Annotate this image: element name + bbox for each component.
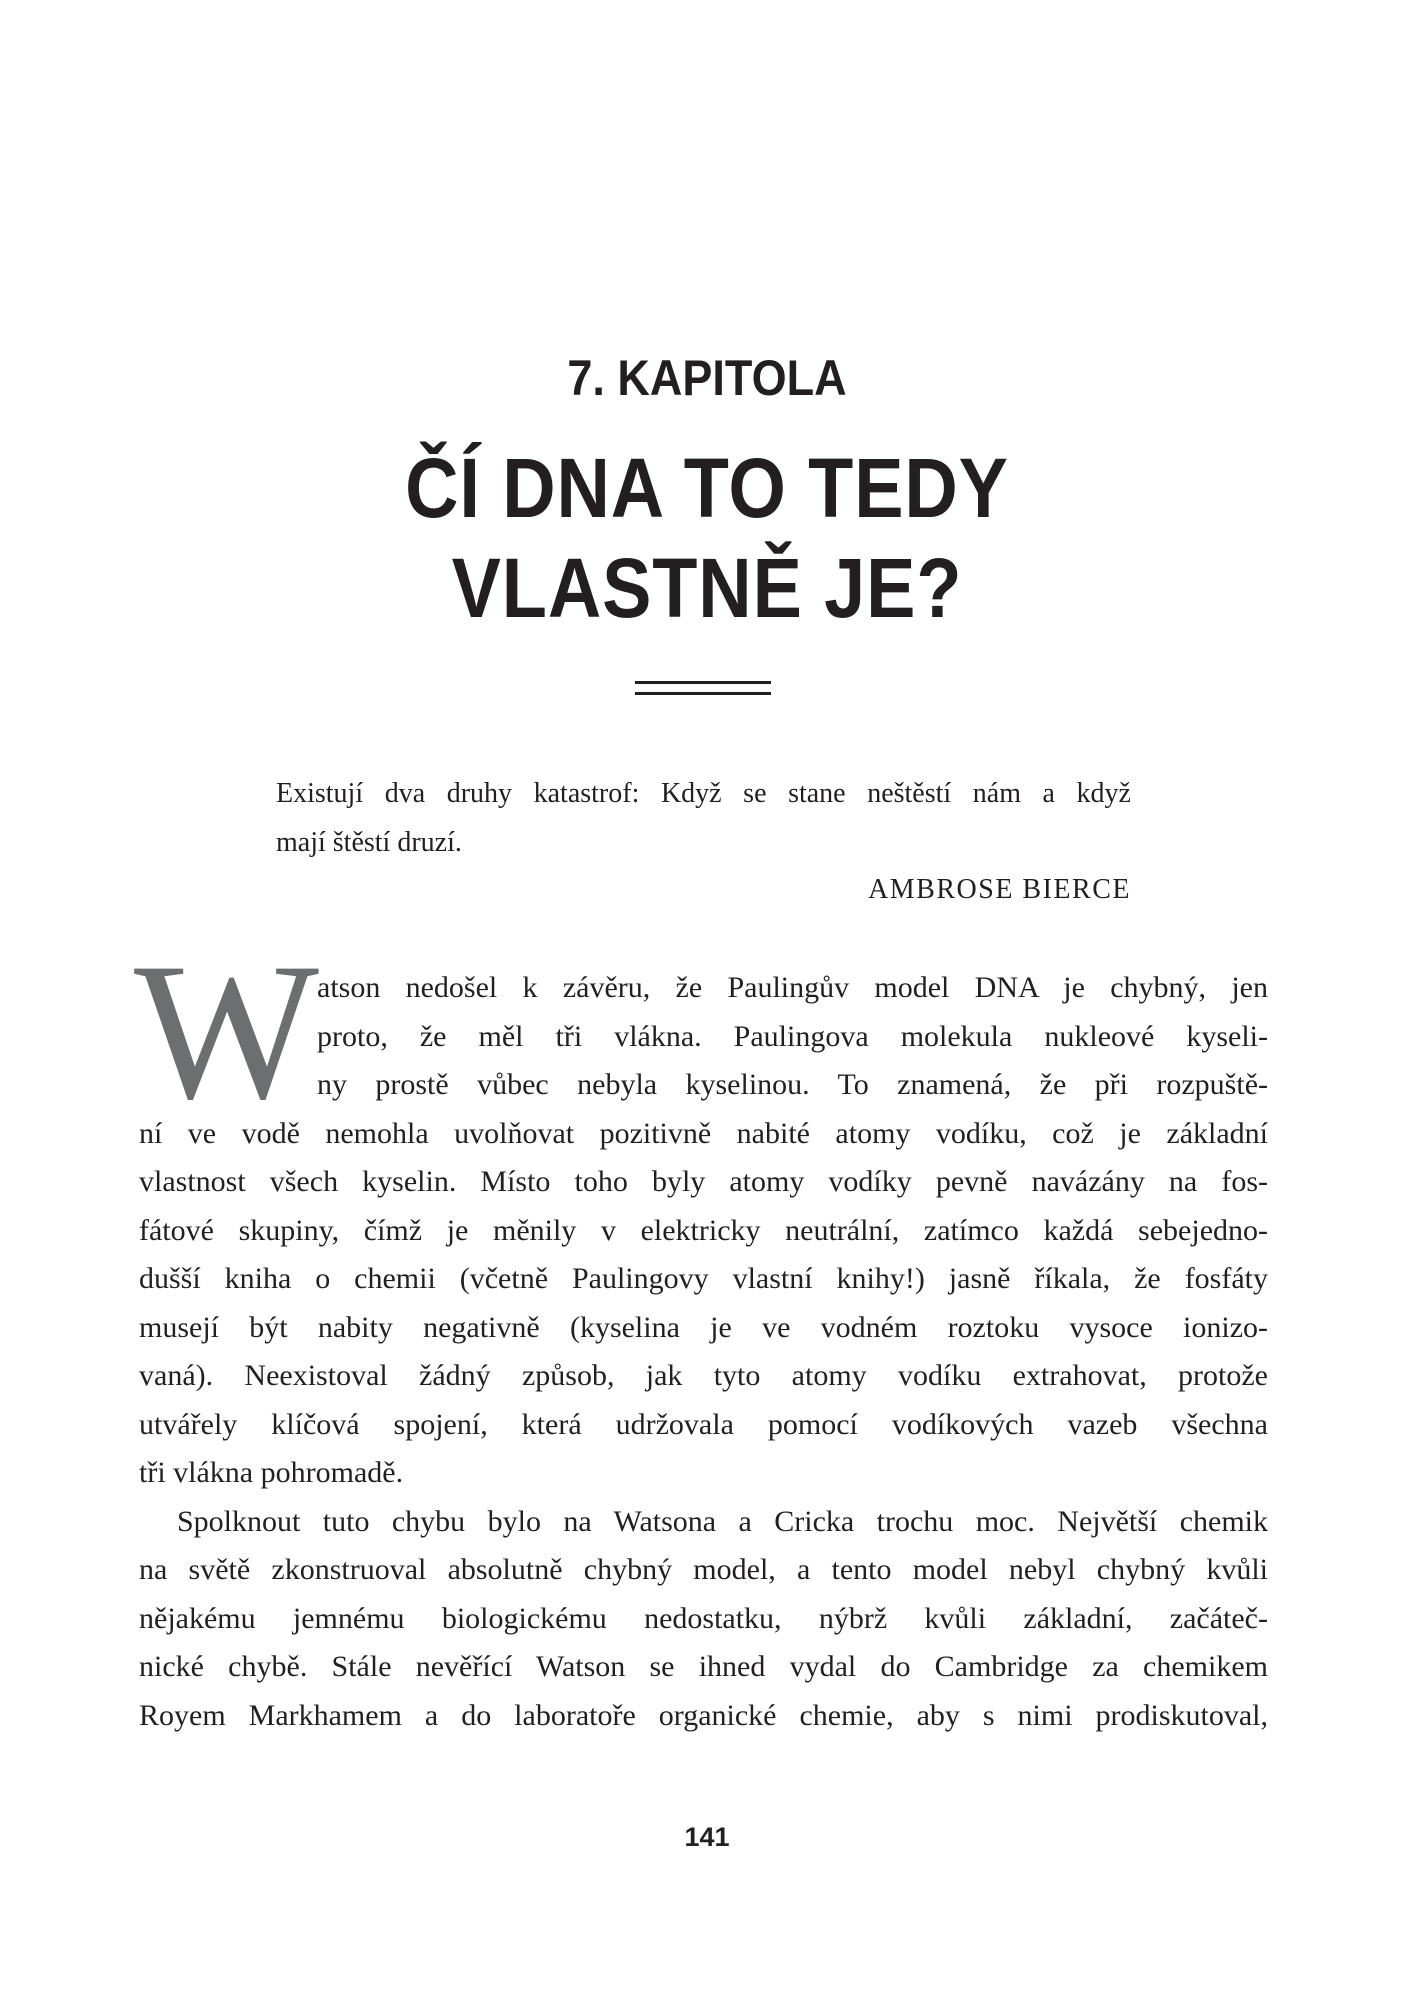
body-line: na světě zkonstruoval absolutně chybný model, a tento model nebyl chybný kvůli <box>139 1553 1268 1586</box>
body-line: musejí být nabity negativně (kyselina je ve vodném roztoku vysoce ionizo- <box>139 1310 1268 1344</box>
body-line: fátové skupiny, čímž je měnily v elektricky neutrální, zatímco každá sebejedno- <box>139 1213 1268 1247</box>
chapter-title-line-1: ČÍ DNA TO TEDY <box>405 441 1009 535</box>
epigraph-line: Existují dva druhy katastrof: Když se stane neštěstí nám a když <box>276 778 1131 809</box>
epigraph-author: AMBROSE BIERCE <box>868 874 1131 905</box>
body-line: Royem Markhamem a do laboratoře organické chemie, aby s nimi prodiskutoval, <box>139 1698 1268 1732</box>
title-divider-top <box>635 681 771 684</box>
drop-cap: W <box>134 923 319 1140</box>
body-line: vaná). Neexistoval žádný způsob, jak tyto atomy vodíku extrahovat, protože <box>139 1359 1268 1392</box>
body-line: dušší kniha o chemii (včetně Paulingovy vlastní knihy!) jasně říkala, že fosfáty <box>139 1262 1268 1295</box>
page-number: 141 <box>684 1822 730 1852</box>
body-line: ní ve vodě nemohla uvolňovat pozitivně nabité atomy vodíku, což je základní <box>139 1116 1268 1150</box>
body-line: nějakému jemnému biologickému nedostatku, nýbrž kvůli základní, začáteč- <box>139 1601 1268 1635</box>
chapter-title-line-2: VLASTNĚ JE? <box>451 541 963 635</box>
body-line: Spolknout tuto chybu bylo na Watsona a Cricka trochu moc. Největší chemik <box>177 1504 1268 1538</box>
body-line: ny prostě vůbec nebyla kyselinou. To znamená, že při rozpuště- <box>317 1068 1268 1101</box>
body-line: proto, že měl tři vlákna. Paulingova molekula nukleové kyseli- <box>317 1019 1268 1053</box>
body-line: atson nedošel k závěru, že Paulingův model DNA je chybný, jen <box>317 971 1268 1004</box>
body-line: tři vlákna pohromadě. <box>139 1456 404 1489</box>
body-line: nické chybě. Stále nevěřící Watson se ihned vydal do Cambridge za chemikem <box>139 1650 1268 1683</box>
title-divider-bottom <box>635 692 771 695</box>
epigraph-line: mají štěstí druzí. <box>276 827 462 858</box>
body-line: utvářely klíčová spojení, která udržovala pomocí vodíkových vazeb všechna <box>139 1407 1268 1441</box>
chapter-label: 7. KAPITOLA <box>567 350 847 406</box>
body-line: vlastnost všech kyselin. Místo toho byly atomy vodíky pevně navázány na fos- <box>139 1165 1268 1198</box>
